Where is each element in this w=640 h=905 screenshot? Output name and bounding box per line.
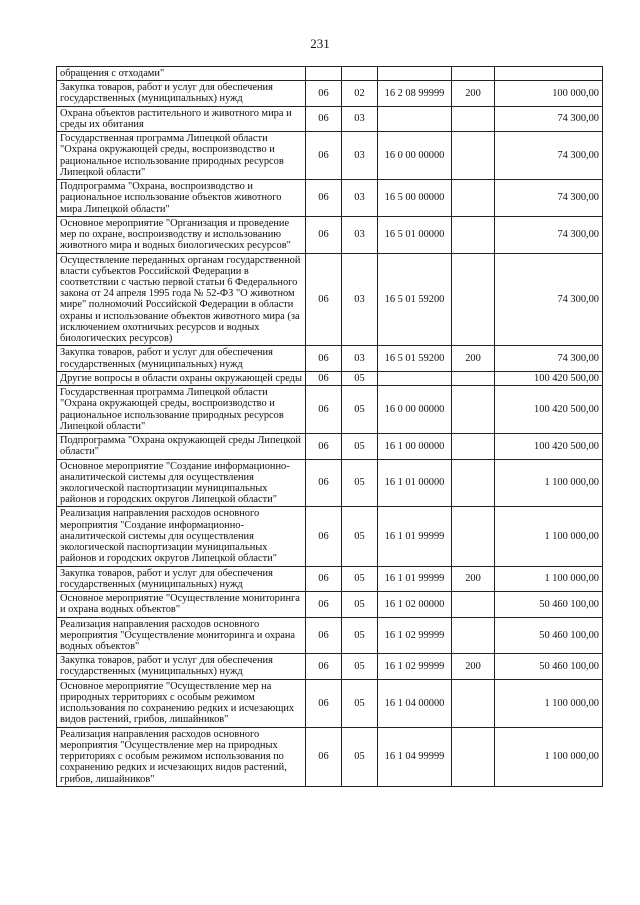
row-amount-cell: 50 460 100,00	[495, 592, 603, 617]
row-subsection-cell: 05	[342, 727, 378, 786]
row-section-cell: 06	[306, 346, 342, 371]
row-subsection-cell: 05	[342, 434, 378, 459]
row-name-cell: Государственная программа Липецкой области "Охрана окружающей среды, воспроизводство и рациональное использование природных ресурсов Липецкой области"	[57, 386, 306, 434]
row-section-cell: 06	[306, 727, 342, 786]
row-section-cell: 06	[306, 180, 342, 217]
row-name-cell: Охрана объектов растительного и животного мира и среды их обитания	[57, 106, 306, 131]
row-name-cell: Основное мероприятие "Организация и проведение мер по охране, воспроизводству и использованию животного мира и водных биологических ресурсов"	[57, 216, 306, 253]
row-expense-type-cell	[452, 592, 495, 617]
row-name-cell: Основное мероприятие "Создание информационно-аналитической системы для осуществления экологической паспортизации муниципальных районов и городских округов Липецкой области"	[57, 459, 306, 507]
row-section-cell: 06	[306, 679, 342, 727]
table-row	[57, 507, 603, 566]
row-section-cell: 06	[306, 617, 342, 654]
table-row	[57, 727, 603, 786]
row-subsection-cell: 03	[342, 180, 378, 217]
row-name-cell: Реализация направления расходов основного мероприятия "Осуществление мониторинга и охрана водных объектов"	[57, 617, 306, 654]
row-section-cell: 06	[306, 216, 342, 253]
row-amount-cell: 1 100 000,00	[495, 507, 603, 566]
row-expense-type-cell	[452, 132, 495, 180]
row-name-cell: Подпрограмма "Охрана окружающей среды Липецкой области"	[57, 434, 306, 459]
row-expense-type-cell	[452, 67, 495, 81]
row-amount-cell: 1 100 000,00	[495, 566, 603, 591]
row-amount-cell: 100 420 500,00	[495, 434, 603, 459]
row-amount-cell: 74 300,00	[495, 216, 603, 253]
row-subsection-cell: 05	[342, 459, 378, 507]
budget-table	[56, 66, 603, 787]
row-amount-cell: 1 100 000,00	[495, 679, 603, 727]
row-name-cell: Закупка товаров, работ и услуг для обеспечения государственных (муниципальных) нужд	[57, 81, 306, 106]
row-article-cell: 16 1 04 00000	[378, 679, 452, 727]
page-number: 231	[310, 36, 330, 51]
row-section-cell: 06	[306, 371, 342, 385]
row-section-cell: 06	[306, 81, 342, 106]
row-section-cell: 06	[306, 459, 342, 507]
row-name-cell: Закупка товаров, работ и услуг для обеспечения государственных (муниципальных) нужд	[57, 566, 306, 591]
row-article-cell: 16 5 01 59200	[378, 346, 452, 371]
row-article-cell: 16 1 01 00000	[378, 459, 452, 507]
row-expense-type-cell	[452, 727, 495, 786]
row-section-cell: 06	[306, 654, 342, 679]
row-subsection-cell: 03	[342, 106, 378, 131]
row-amount-cell: 1 100 000,00	[495, 727, 603, 786]
row-article-cell: 16 1 04 99999	[378, 727, 452, 786]
row-section-cell: 06	[306, 253, 342, 346]
row-expense-type-cell	[452, 216, 495, 253]
row-section-cell: 06	[306, 434, 342, 459]
row-name-cell: Закупка товаров, работ и услуг для обеспечения государственных (муниципальных) нужд	[57, 654, 306, 679]
row-article-cell: 16 1 02 99999	[378, 617, 452, 654]
table-row	[57, 81, 603, 106]
row-expense-type-cell	[452, 679, 495, 727]
row-article-cell: 16 5 01 59200	[378, 253, 452, 346]
table-row	[57, 679, 603, 727]
row-section-cell: 06	[306, 566, 342, 591]
row-subsection-cell: 05	[342, 507, 378, 566]
row-name-cell: Реализация направления расходов основного мероприятия "Создание информационно-аналитической системы для осуществления экологической паспортизации муниципальных районов и городских округов Липецкой области"	[57, 507, 306, 566]
row-article-cell: 16 0 00 00000	[378, 132, 452, 180]
row-subsection-cell: 05	[342, 654, 378, 679]
row-subsection-cell: 03	[342, 132, 378, 180]
row-subsection-cell: 05	[342, 371, 378, 385]
row-amount-cell: 100 000,00	[495, 81, 603, 106]
row-article-cell: 16 1 00 00000	[378, 434, 452, 459]
table-row	[57, 434, 603, 459]
row-name-cell: Государственная программа Липецкой области "Охрана окружающей среды, воспроизводство и рациональное использование природных ресурсов Липецкой области"	[57, 132, 306, 180]
table-row	[57, 106, 603, 131]
row-article-cell	[378, 106, 452, 131]
row-name-cell: Реализация направления расходов основного мероприятия "Осуществление мер на природных территориях с особым режимом использования по сохранению редких и исчезающих видов растений, грибов, лишайников"	[57, 727, 306, 786]
row-subsection-cell: 03	[342, 253, 378, 346]
row-amount-cell: 74 300,00	[495, 180, 603, 217]
row-article-cell: 16 1 02 00000	[378, 592, 452, 617]
row-article-cell: 16 1 02 99999	[378, 654, 452, 679]
row-subsection-cell: 03	[342, 216, 378, 253]
row-section-cell: 06	[306, 592, 342, 617]
row-section-cell	[306, 67, 342, 81]
row-amount-cell: 100 420 500,00	[495, 371, 603, 385]
row-section-cell: 06	[306, 507, 342, 566]
row-amount-cell: 1 100 000,00	[495, 459, 603, 507]
row-subsection-cell: 02	[342, 81, 378, 106]
table-row	[57, 566, 603, 591]
row-amount-cell	[495, 67, 603, 81]
row-amount-cell: 74 300,00	[495, 346, 603, 371]
row-subsection-cell: 05	[342, 617, 378, 654]
row-article-cell: 16 5 01 00000	[378, 216, 452, 253]
row-expense-type-cell	[452, 371, 495, 385]
row-subsection-cell: 05	[342, 566, 378, 591]
budget-table-body	[57, 67, 603, 787]
table-row	[57, 253, 603, 346]
row-expense-type-cell	[452, 434, 495, 459]
row-expense-type-cell	[452, 459, 495, 507]
row-article-cell: 16 1 01 99999	[378, 566, 452, 591]
row-expense-type-cell	[452, 386, 495, 434]
row-expense-type-cell: 200	[452, 566, 495, 591]
table-row	[57, 132, 603, 180]
row-article-cell: 16 2 08 99999	[378, 81, 452, 106]
row-expense-type-cell	[452, 507, 495, 566]
row-article-cell	[378, 371, 452, 385]
row-article-cell: 16 0 00 00000	[378, 386, 452, 434]
row-subsection-cell: 05	[342, 679, 378, 727]
row-article-cell: 16 5 00 00000	[378, 180, 452, 217]
table-row	[57, 346, 603, 371]
row-subsection-cell: 03	[342, 346, 378, 371]
row-subsection-cell: 05	[342, 386, 378, 434]
row-amount-cell: 74 300,00	[495, 132, 603, 180]
row-amount-cell: 74 300,00	[495, 253, 603, 346]
row-amount-cell: 74 300,00	[495, 106, 603, 131]
row-name-cell: Осуществление переданных органам государственной власти субъектов Российской Федерации в соответствии с частью первой статьи 6 Федерального закона от 24 апреля 1995 года № 52-ФЗ "О животном мире" полномочий Российской Федерации в области охраны и использование объектов животного мира (за исключением охотничьих ресурсов и водных биологических ресурсов)	[57, 253, 306, 346]
row-expense-type-cell	[452, 253, 495, 346]
row-expense-type-cell: 200	[452, 654, 495, 679]
row-subsection-cell: 05	[342, 592, 378, 617]
table-row	[57, 371, 603, 385]
row-article-cell	[378, 67, 452, 81]
row-name-cell: Закупка товаров, работ и услуг для обеспечения государственных (муниципальных) нужд	[57, 346, 306, 371]
row-name-cell: Основное мероприятие "Осуществление мер на природных территориях с особым режимом использования по сохранению редких и исчезающих видов растений, грибов, лишайников"	[57, 679, 306, 727]
table-row	[57, 617, 603, 654]
table-row	[57, 216, 603, 253]
row-article-cell: 16 1 01 99999	[378, 507, 452, 566]
row-section-cell: 06	[306, 106, 342, 131]
row-expense-type-cell	[452, 106, 495, 131]
row-section-cell: 06	[306, 386, 342, 434]
table-row	[57, 180, 603, 217]
table-row	[57, 67, 603, 81]
row-expense-type-cell	[452, 617, 495, 654]
table-row	[57, 592, 603, 617]
row-expense-type-cell	[452, 180, 495, 217]
table-row	[57, 654, 603, 679]
row-amount-cell: 100 420 500,00	[495, 386, 603, 434]
row-amount-cell: 50 460 100,00	[495, 654, 603, 679]
row-name-cell: Основное мероприятие "Осуществление мониторинга и охрана водных объектов"	[57, 592, 306, 617]
table-row	[57, 386, 603, 434]
row-name-cell: обращения с отходами"	[57, 67, 306, 81]
row-amount-cell: 50 460 100,00	[495, 617, 603, 654]
row-expense-type-cell: 200	[452, 346, 495, 371]
row-subsection-cell	[342, 67, 378, 81]
table-row	[57, 459, 603, 507]
row-expense-type-cell: 200	[452, 81, 495, 106]
row-name-cell: Другие вопросы в области охраны окружающей среды	[57, 371, 306, 385]
row-section-cell: 06	[306, 132, 342, 180]
row-name-cell: Подпрограмма "Охрана, воспроизводство и рациональное использование объектов животного мира Липецкой области"	[57, 180, 306, 217]
